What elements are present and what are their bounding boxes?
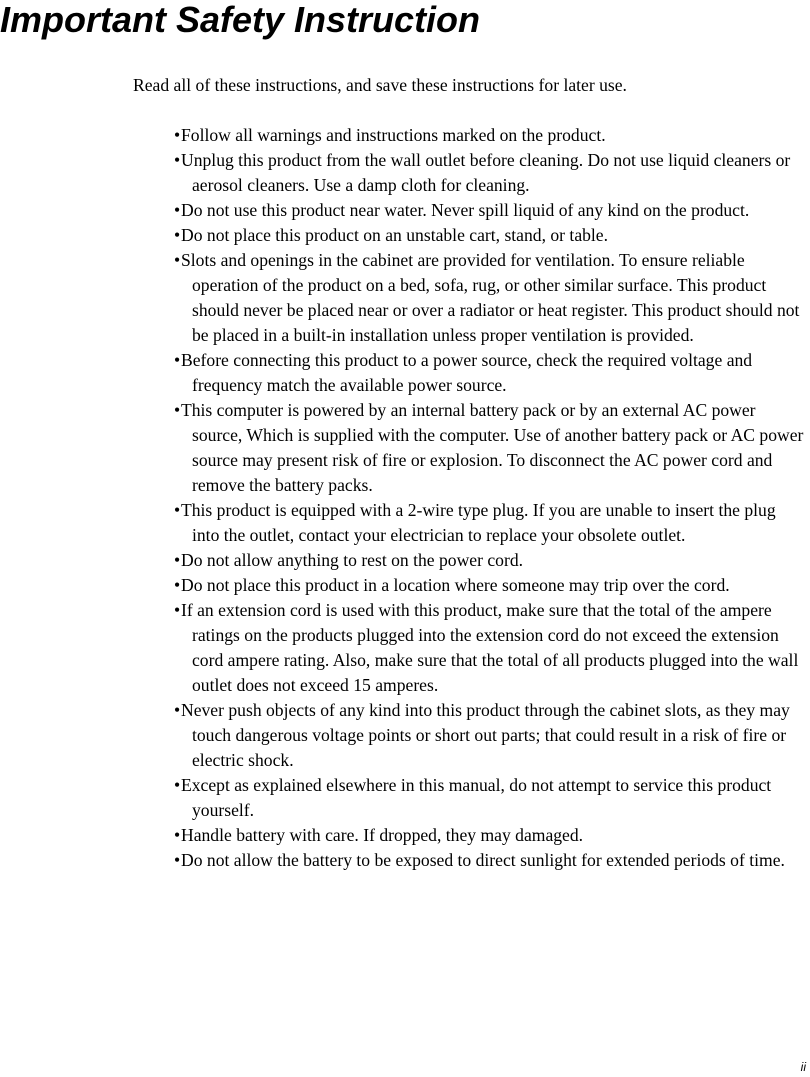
list-item-text: Unplug this product from the wall outlet before cleaning. Do not use liquid cleaners or aerosol cleaners. Use a damp cloth for cleaning. [181, 150, 791, 195]
list-item [174, 823, 806, 848]
list-item [174, 348, 806, 398]
list-item-text: Do not allow the battery to be exposed to direct sunlight for extended periods of time. [181, 850, 785, 870]
list-item [174, 123, 806, 148]
list-item-text: If an extension cord is used with this product, make sure that the total of the ampere ratings on the products plugged into the extension cord do not exceed the extension cord ampere rating. Also, make sure that the total of all products plugged into the wall outlet does not exceed 15 amperes. [181, 600, 799, 695]
list-item [174, 548, 806, 573]
list-item-text: Except as explained elsewhere in this manual, do not attempt to service this product yourself. [181, 775, 772, 820]
bullet-icon: • [174, 200, 181, 220]
list-item-text: Slots and openings in the cabinet are provided for ventilation. To ensure reliable operation of the product on a bed, sofa, rug, or other similar surface. This product should never be placed near or over a radiator or heat register. This product should not be placed in a built-in installation unless proper ventilation is provided. [181, 250, 800, 345]
list-item-text: This computer is powered by an internal battery pack or by an external AC power source, Which is supplied with the computer. Use of another battery pack or AC power source may present risk of fire or explosion. To disconnect the AC power cord and remove the battery packs. [181, 400, 804, 495]
list-item [174, 773, 806, 823]
list-item [174, 498, 806, 548]
bullet-icon: • [174, 500, 181, 520]
list-item [174, 598, 806, 698]
list-item-text: Never push objects of any kind into this product through the cabinet slots, as they may touch dangerous voltage points or short out parts; that could result in a risk of fire or electric shock. [181, 700, 790, 770]
list-item [174, 398, 806, 498]
bullet-icon: • [174, 150, 181, 170]
page-number: ii [800, 1060, 806, 1074]
bullet-icon: • [174, 850, 181, 870]
bullet-icon: • [174, 600, 181, 620]
safety-instructions-list [174, 123, 806, 873]
bullet-icon: • [174, 250, 181, 270]
bullet-icon: • [174, 125, 181, 145]
list-item-text: Handle battery with care. If dropped, they may damaged. [181, 825, 584, 845]
intro-text: Read all of these instructions, and save these instructions for later use. [133, 75, 627, 95]
list-item-text: Do not allow anything to rest on the power cord. [181, 550, 524, 570]
list-item-text: Before connecting this product to a power source, check the required voltage and frequency match the available power source. [181, 350, 753, 395]
list-item [174, 573, 806, 598]
bullet-icon: • [174, 400, 181, 420]
list-item-text: Do not use this product near water. Never spill liquid of any kind on the product. [181, 200, 750, 220]
bullet-icon: • [174, 825, 181, 845]
list-item-text: Follow all warnings and instructions marked on the product. [181, 125, 606, 145]
bullet-icon: • [174, 775, 181, 795]
list-item-text: Do not place this product in a location where someone may trip over the cord. [181, 575, 730, 595]
bullet-icon: • [174, 350, 181, 370]
bullet-icon: • [174, 225, 181, 245]
list-item [174, 248, 806, 348]
bullet-icon: • [174, 700, 181, 720]
list-item [174, 698, 806, 773]
list-item [174, 148, 806, 198]
list-item [174, 198, 806, 223]
list-item [174, 223, 806, 248]
page-title: Important Safety Instruction [0, 0, 481, 40]
list-item-text: This product is equipped with a 2-wire type plug. If you are unable to insert the plug into the outlet, contact your electrician to replace your obsolete outlet. [181, 500, 776, 545]
list-item [174, 848, 806, 873]
list-item-text: Do not place this product on an unstable cart, stand, or table. [181, 225, 609, 245]
bullet-icon: • [174, 575, 181, 595]
bullet-icon: • [174, 550, 181, 570]
